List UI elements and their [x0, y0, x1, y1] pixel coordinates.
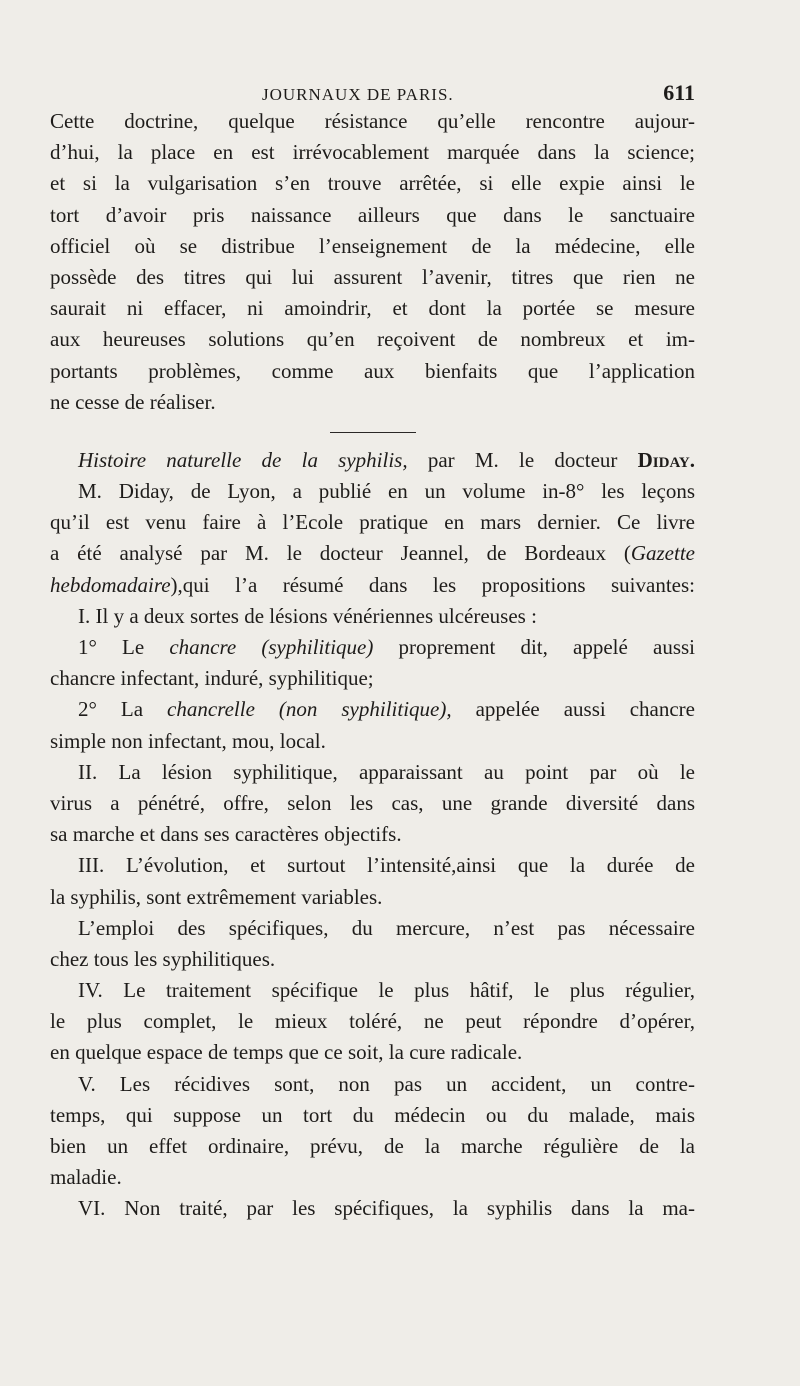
article-title — [50, 445, 695, 476]
text-line: temps, qui suppose un tort du médecin ou du malade, mais — [50, 1102, 695, 1127]
text-line: simple non infectant, mou, local. — [50, 728, 326, 753]
text-line: maladie. — [50, 1165, 122, 1190]
proposition-1: I. Il y a deux sortes de lésions vénériennes ulcéreuses : — [78, 603, 537, 628]
text-line: et si la vulgarisation s’en trouve arrêtée, si elle expie ainsi le — [50, 171, 695, 196]
text-line: sa marche et dans ses caractères objectifs. — [50, 822, 402, 847]
text-line: officiel où se distribue l’enseignement de la médecine, elle — [50, 233, 695, 258]
text-line: bien un effet ordinaire, prévu, de la marche régulière de la — [50, 1134, 695, 1158]
proposition-2: II. La lésion syphilitique, apparaissant au point par où le — [78, 759, 695, 784]
journal-name: Gazette — [630, 541, 695, 566]
title-by: par M. le docteur — [427, 447, 618, 472]
section-divider — [330, 432, 416, 433]
text-line: possède des titres qui lui assurent l’avenir, titres que rien ne — [50, 264, 695, 289]
text-line: M. Diday, de Lyon, a publié en un volume in-8° les leçons — [78, 479, 695, 504]
journal-name-cont: hebdomadaire — [50, 572, 171, 597]
author-name: Diday. — [637, 447, 695, 472]
proposition-6: VI. Non traité, par les spécifiques, la syphilis dans la ma- — [78, 1196, 695, 1221]
text-line: chancre infectant, induré, syphilitique; — [50, 666, 374, 691]
text-line: qu’il est venu faire à l’Ecole pratique en mars dernier. Ce livre — [50, 510, 695, 535]
text-line: virus a pénétré, offre, selon les cas, une grande diversité dans — [50, 790, 695, 815]
proposition-3: III. L’évolution, et surtout l’intensité,ainsi que la durée de — [78, 853, 695, 878]
page-header — [50, 80, 695, 106]
text-line: en quelque espace de temps que ce soit, la cure radicale. — [50, 1040, 523, 1065]
page-body — [50, 106, 695, 1225]
text-line: Cette doctrine, quelque résistance qu’elle rencontre aujour- — [50, 109, 695, 133]
proposition-1b: 2° La chancrelle (non syphilitique), appelée aussi chancre — [78, 697, 695, 722]
text-line: la syphilis, sont extrêmement variables. — [50, 884, 383, 909]
text-line: d’hui, la place en est irrévocablement marquée dans la science; — [50, 140, 695, 165]
text-line: a été analysé par M. le docteur Jeannel, de Bordeaux (Gazette — [50, 541, 695, 566]
proposition-4: IV. Le traitement spécifique le plus hâtif, le plus régulier, — [78, 978, 695, 1003]
page-number: 611 — [663, 80, 695, 105]
proposition-1a: 1° Le chancre (syphilitique) proprement dit, appelé aussi — [78, 635, 695, 659]
text-line: hebdomadaire),qui l’a résumé dans les propositions suivantes: — [50, 572, 695, 597]
running-title: JOURNAUX DE PARIS. — [262, 85, 454, 104]
proposition-5: V. Les récidives sont, non pas un accident, un contre- — [78, 1071, 695, 1096]
text-line: aux heureuses solutions qu’en reçoivent de nombreux et im- — [50, 327, 695, 352]
text-line: chez tous les syphilitiques. — [50, 946, 276, 971]
text-line: saurait ni effacer, ni amoindrir, et dont la portée se mesure — [50, 296, 695, 321]
text-line: tort d’avoir pris naissance ailleurs que dans le sanctuaire — [50, 202, 695, 227]
text-line: ne cesse de réaliser. — [50, 389, 216, 414]
text-line: le plus complet, le mieux toléré, ne peut répondre d’opérer, — [50, 1009, 695, 1034]
text-line: portants problèmes, comme aux bienfaits que l’application — [50, 358, 695, 383]
book-title: Histoire naturelle de la syphilis, — [78, 447, 408, 472]
text-line: L’emploi des spécifiques, du mercure, n’est pas nécessaire — [78, 915, 695, 940]
